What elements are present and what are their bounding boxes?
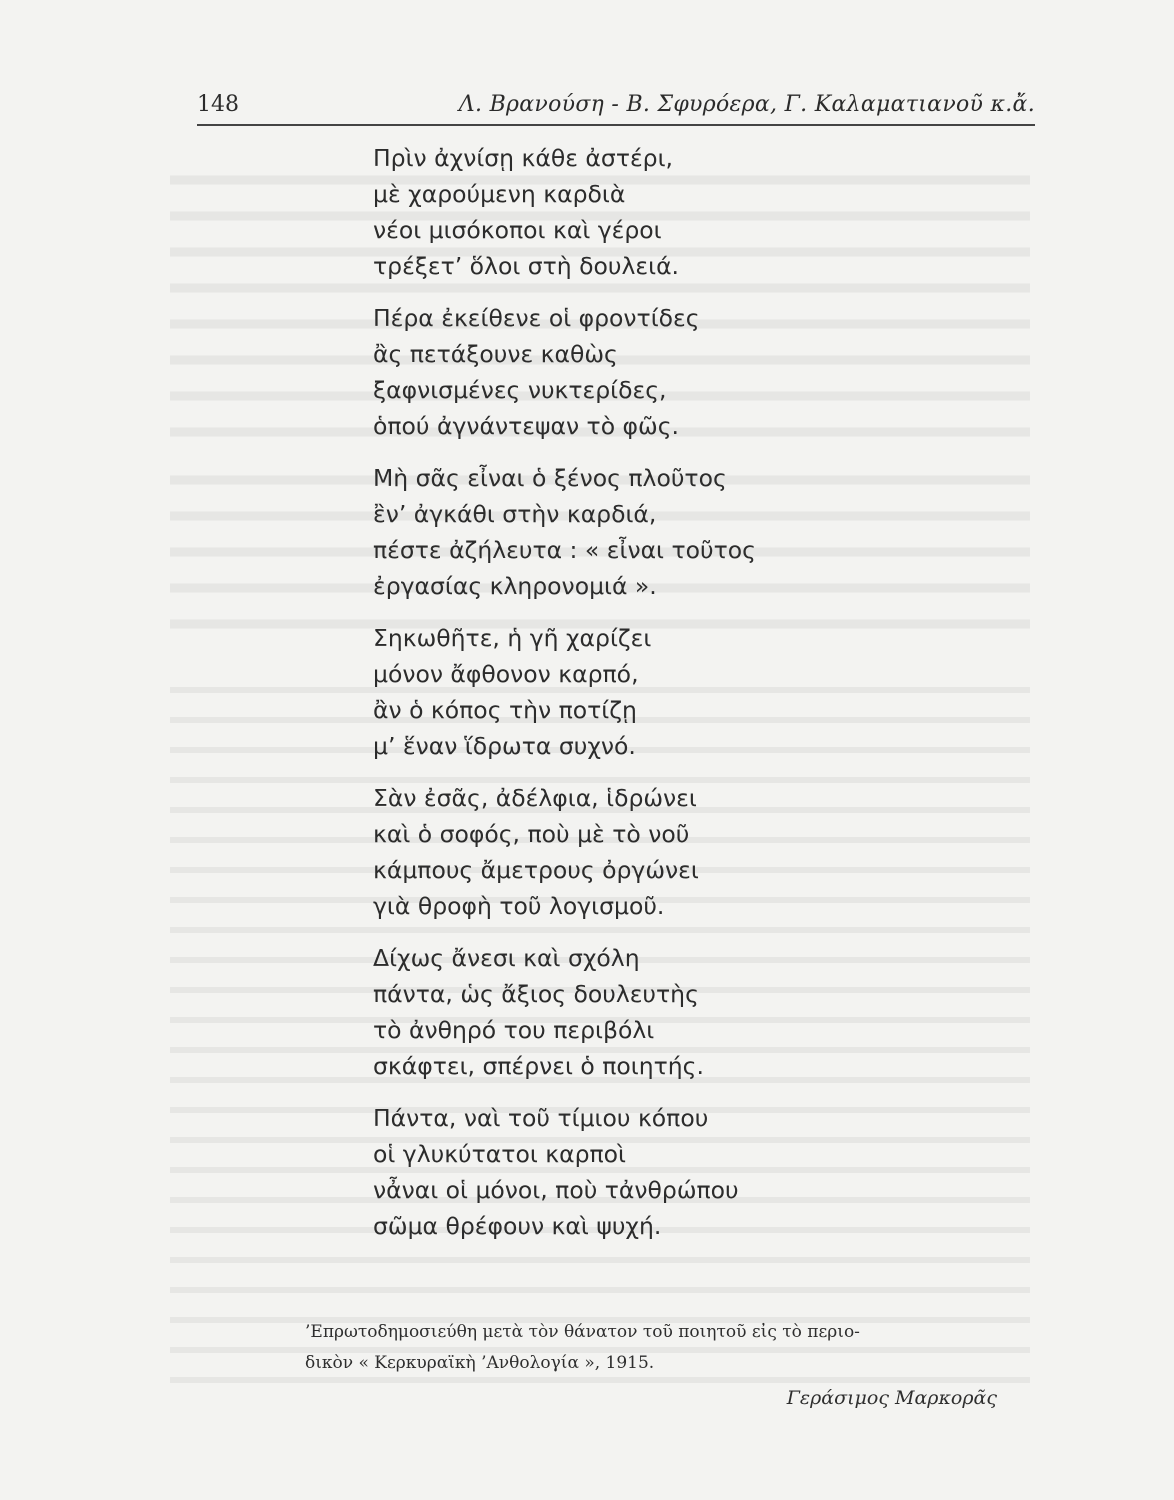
author-signature: Γεράσιμος Μαρκορᾶς xyxy=(786,1387,997,1409)
poem-line: νἆναι οἱ μόνοι, ποὺ τἀνθρώπου xyxy=(373,1176,739,1204)
page-header xyxy=(197,88,1035,122)
stanza xyxy=(373,460,1013,604)
stanza xyxy=(373,140,1013,284)
poem-line: πέστε ἀζήλευτα : « εἶναι τοῦτος xyxy=(373,536,756,564)
poem-line: σῶμα θρέφουν καὶ ψυχή. xyxy=(373,1212,662,1240)
poem-line: ἂς πετάξουνε καθὼς xyxy=(373,340,618,368)
poem-line: Πάντα, ναὶ τοῦ τίμιου κόπου xyxy=(373,1104,709,1132)
publication-note-line: δικὸν « Κερκυραϊκὴ ’Ανθολογία », 1915. xyxy=(305,1353,655,1373)
poem-line: μὲ χαρούμενη καρδιὰ xyxy=(373,180,626,208)
poem-line: Πρὶν ἀχνίσῃ κάθε ἀστέρι, xyxy=(373,144,674,172)
stanza xyxy=(373,300,1013,444)
running-head: Λ. Βρανούση - Β. Σφυρόερα, Γ. Καλαματιανοῦ κ.ἄ. xyxy=(458,92,1035,117)
stanza xyxy=(373,1100,1013,1244)
stanza xyxy=(373,940,1013,1084)
poem-line: τρέξετ’ ὅλοι στὴ δουλειά. xyxy=(373,252,680,280)
publication-note-line: ’Επρωτοδημοσιεύθη μετὰ τὸν θάνατον τοῦ ποιητοῦ εἰς τὸ περιο- xyxy=(305,1322,860,1342)
poem-line: Πέρα ἐκείθενε οἱ φροντίδες xyxy=(373,304,700,332)
poem-line: ἂν ὁ κόπος τὴν ποτίζῃ xyxy=(373,696,637,724)
poem-line: ξαφνισμένες νυκτερίδες, xyxy=(373,376,667,404)
poem-line: οἱ γλυκύτατοι καρποὶ xyxy=(373,1140,626,1168)
header-rule xyxy=(197,124,1035,126)
poem xyxy=(373,140,1013,1244)
poem-line: Δίχως ἄνεσι καὶ σχόλη xyxy=(373,944,640,972)
poem-line: ὁπού ἀγνάντεψαν τὸ φῶς. xyxy=(373,412,679,440)
poem-line: μόνον ἄφθονον καρπό, xyxy=(373,660,639,688)
poem-line: καὶ ὁ σοφός, ποὺ μὲ τὸ νοῦ xyxy=(373,820,690,848)
poem-line: Σηκωθῆτε, ἡ γῆ χαρίζει xyxy=(373,624,652,652)
poem-line: γιὰ θροφὴ τοῦ λογισμοῦ. xyxy=(373,892,665,920)
poem-line: πάντα, ὡς ἄξιος δουλευτὴς xyxy=(373,980,699,1008)
poem-line: κάμπους ἄμετρους ὀργώνει xyxy=(373,856,699,884)
poem-line: ἒν’ ἀγκάθι στὴν καρδιά, xyxy=(373,500,657,528)
poem-line: ἐργασίας κληρονομιά ». xyxy=(373,572,657,600)
stanza xyxy=(373,620,1013,764)
publication-note xyxy=(305,1317,1045,1379)
page-number: 148 xyxy=(197,92,239,117)
poem-line: σκάφτει, σπέρνει ὁ ποιητής. xyxy=(373,1052,704,1080)
poem-line: νέοι μισόκοποι καὶ γέροι xyxy=(373,216,662,244)
stanza xyxy=(373,780,1013,924)
poem-line: τὸ ἀνθηρό του περιβόλι xyxy=(373,1016,655,1044)
poem-line: μ’ ἕναν ἵδρωτα συχνό. xyxy=(373,732,636,760)
poem-line: Μὴ σᾶς εἶναι ὁ ξένος πλοῦτος xyxy=(373,464,727,492)
poem-line: Σὰν ἐσᾶς, ἀδέλφια, ἱδρώνει xyxy=(373,784,697,812)
